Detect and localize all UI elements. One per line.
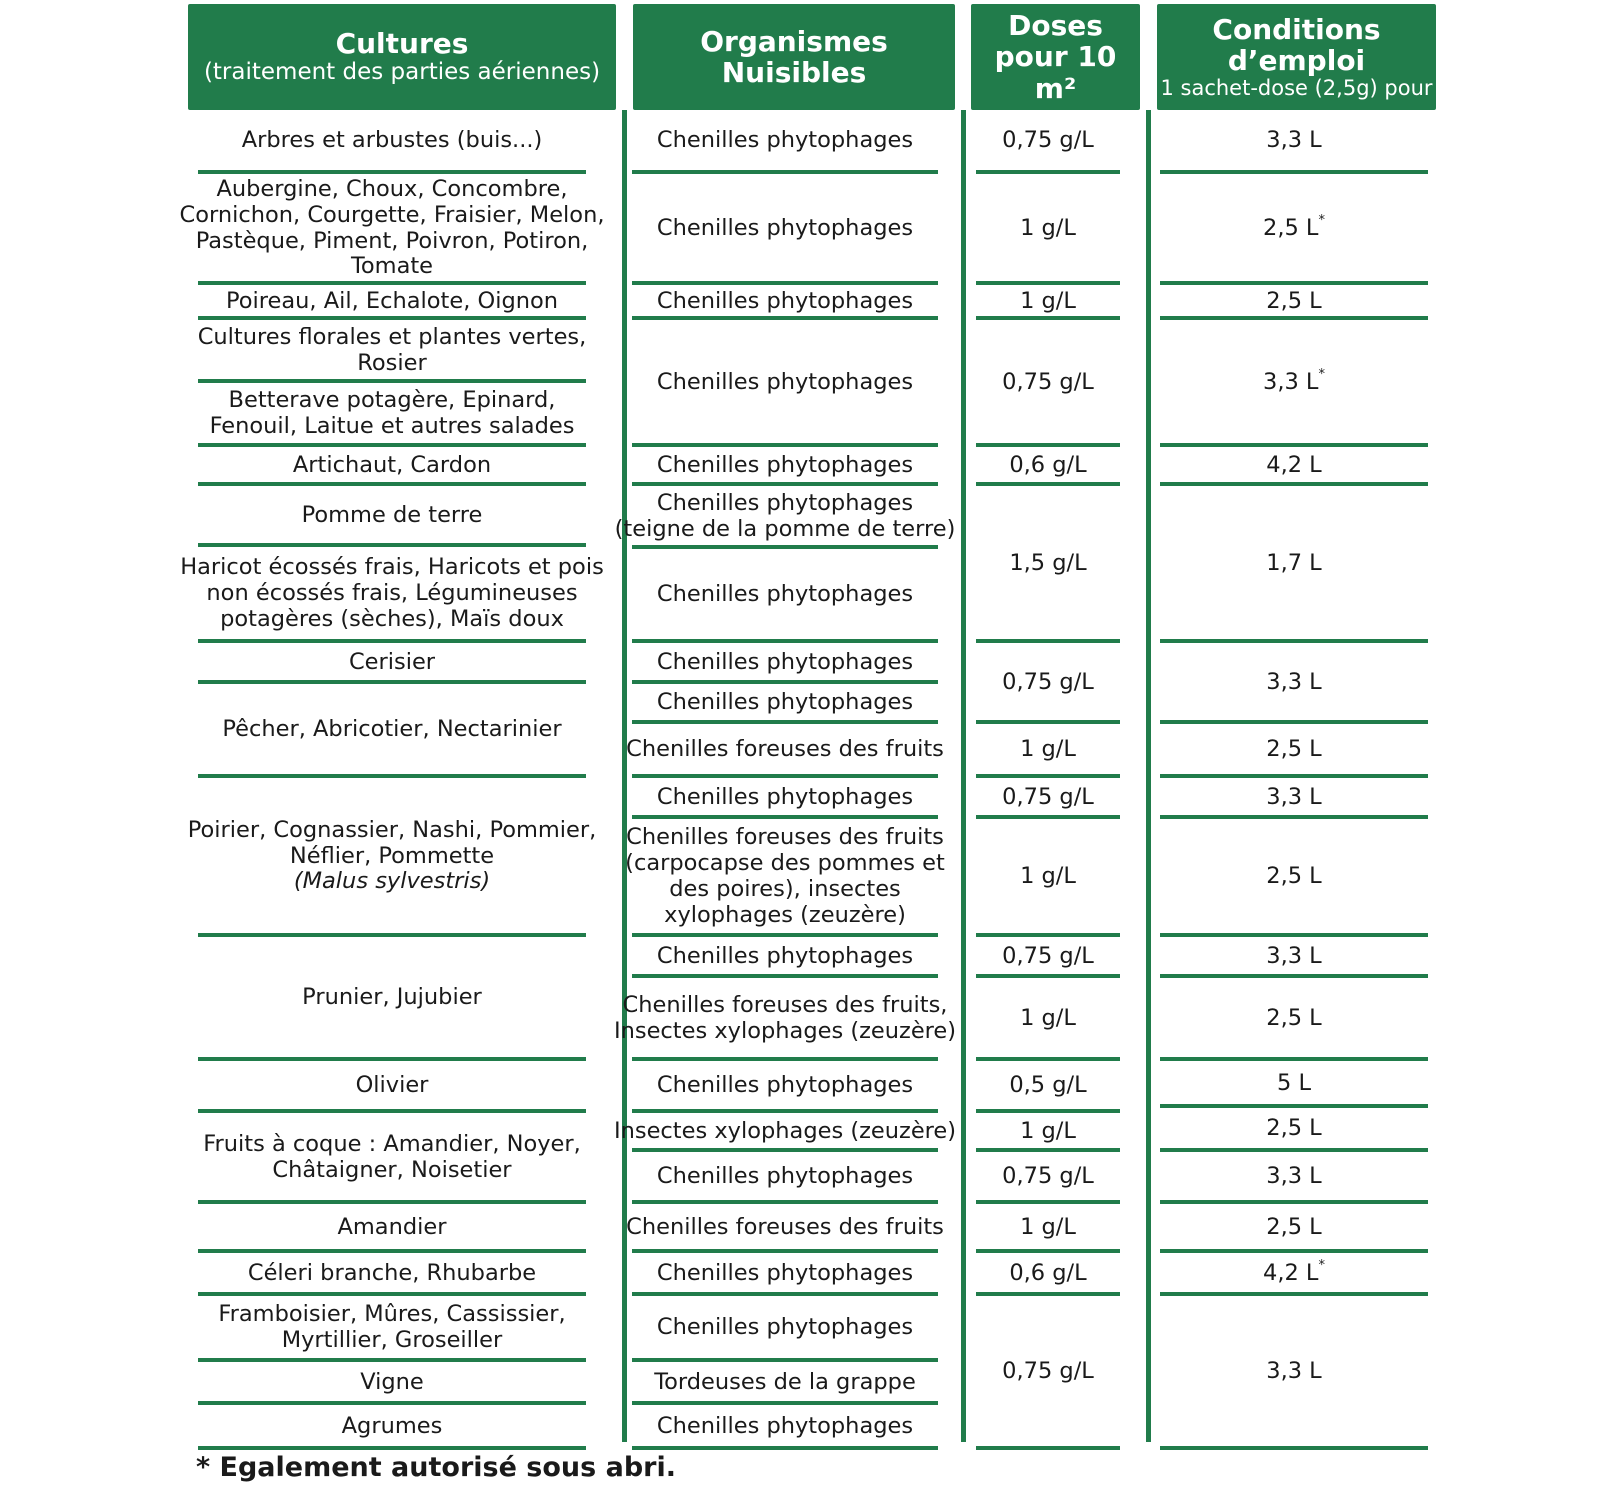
organismes-line: Chenilles phytophages [656, 1072, 914, 1099]
doses-value: 0,75 g/L [1002, 368, 1094, 395]
row-rule [976, 1292, 1120, 1296]
cultures-cell [198, 449, 586, 482]
conditions-value: 3,3 L [1266, 1358, 1322, 1385]
organismes-line: Chenilles phytophages [656, 214, 914, 241]
conditions-cell [1160, 1298, 1428, 1446]
cultures-cell [187, 780, 597, 933]
row-rule [198, 1292, 586, 1296]
row-rule [632, 1109, 938, 1113]
organismes-cell [614, 488, 956, 545]
row-rule [1160, 1057, 1428, 1061]
organismes-line: Chenilles phytophages [656, 287, 914, 314]
doses-cell [976, 1154, 1120, 1200]
conditions-cell [1160, 780, 1428, 815]
organismes-line: Chenilles phytophages [656, 942, 914, 969]
conditions-cell [1160, 176, 1428, 281]
conditions-cell [1160, 1154, 1428, 1200]
row-rule [198, 774, 586, 778]
cultures-line: Cerisier [348, 648, 436, 675]
row-rule [976, 639, 1120, 643]
conditions-cell [1160, 322, 1428, 443]
organismes-line: Chenilles phytophages [656, 451, 914, 478]
conditions-cell [1160, 488, 1428, 639]
row-rule [976, 933, 1120, 937]
row-rule [1160, 1104, 1428, 1108]
row-rule [976, 443, 1120, 447]
cultures-cell [198, 322, 586, 379]
row-rule [198, 1200, 586, 1204]
row-rule [632, 1148, 938, 1152]
organismes-cell [613, 980, 957, 1057]
cultures-line: non écossés frais, Légumineuses [206, 580, 578, 607]
row-rule [1160, 815, 1428, 819]
doses-value: 1 g/L [1020, 736, 1076, 763]
cultures-cell [198, 112, 586, 170]
doses-value: 0,75 g/L [1002, 783, 1094, 810]
row-rule [1160, 281, 1428, 285]
column-separator [622, 110, 627, 1442]
organismes-cell [632, 1154, 938, 1200]
row-rule [198, 1401, 586, 1405]
row-rule [1160, 316, 1428, 320]
asterisk-mark: * [1318, 367, 1325, 383]
cultures-cell [198, 1115, 586, 1200]
organismes-line: Chenilles foreuses des fruits [626, 1213, 944, 1240]
cultures-line: Céleri branche, Rhubarbe [247, 1259, 537, 1286]
header-conditions-subtitle: 1 sachet-dose (2,5g) pour [1160, 75, 1433, 100]
row-rule [632, 443, 938, 447]
conditions-cell [1160, 1063, 1428, 1104]
organismes-line: Tordeuses de la grappe [654, 1368, 916, 1395]
organismes-line: Chenilles phytophages [656, 648, 914, 675]
organismes-line: des poires), insectes [669, 876, 901, 902]
row-rule [198, 680, 586, 684]
row-rule [976, 1446, 1120, 1450]
doses-value: 0,6 g/L [1009, 451, 1087, 478]
conditions-cell [1160, 645, 1428, 720]
header-conditions-line1: Conditions [1212, 12, 1381, 46]
cultures-line: Artichaut, Cardon [292, 451, 492, 478]
cultures-line: Fruits à coque : Amandier, Noyer, [203, 1130, 581, 1157]
doses-cell [976, 980, 1120, 1057]
organismes-line: Chenilles phytophages [656, 783, 914, 810]
cultures-line: Châtaigner, Noisetier [272, 1156, 512, 1183]
conditions-value: 5 L [1276, 1069, 1311, 1096]
conditions-value: 2,5 L [1266, 1004, 1322, 1031]
row-rule [198, 1109, 586, 1113]
conditions-value: 3,3 L [1266, 127, 1322, 154]
row-rule [198, 933, 586, 937]
doses-value: 0,75 g/L [1002, 942, 1094, 969]
organismes-line: Chenilles phytophages [656, 1412, 914, 1439]
conditions-value: 2,5 L [1263, 214, 1319, 241]
cultures-cell [198, 385, 586, 443]
row-rule [198, 482, 586, 486]
cultures-line: Cornichon, Courgette, Fraisier, Melon, [179, 201, 605, 228]
conditions-cell [1160, 449, 1428, 482]
row-rule [976, 1148, 1120, 1152]
header-organismes-line1: Organismes [700, 24, 888, 58]
conditions-value: 2,5 L [1266, 736, 1322, 763]
doses-value: 0,6 g/L [1009, 1259, 1087, 1286]
organismes-cell [632, 1255, 938, 1292]
header-cultures-title: Cultures [335, 27, 469, 61]
conditions-cell [1160, 980, 1428, 1057]
cultures-line: Pêcher, Abricotier, Nectarinier [222, 716, 562, 743]
doses-value: 1 g/L [1020, 214, 1076, 241]
doses-cell [976, 1255, 1120, 1292]
organismes-line: Chenilles phytophages [656, 368, 914, 395]
asterisk-mark: * [1318, 213, 1325, 229]
conditions-cell [1160, 1255, 1428, 1292]
doses-cell [976, 1206, 1120, 1249]
row-rule [632, 1446, 938, 1450]
row-rule [1160, 639, 1428, 643]
row-rule [632, 482, 938, 486]
doses-value: 0,75 g/L [1002, 668, 1094, 695]
row-rule [976, 1200, 1120, 1204]
cultures-line: Agrumes [341, 1412, 443, 1439]
doses-value: 0,75 g/L [1002, 127, 1094, 154]
row-rule [976, 1249, 1120, 1253]
cultures-line: Tomate [350, 253, 434, 280]
row-rule [1160, 482, 1428, 486]
row-rule [198, 443, 586, 447]
row-rule [976, 774, 1120, 778]
cultures-line: Haricot écossés frais, Haricots et pois [180, 554, 604, 581]
row-rule [1160, 1200, 1428, 1204]
organismes-cell [632, 287, 938, 316]
cultures-line: Amandier [337, 1213, 447, 1240]
doses-cell [976, 1298, 1120, 1446]
row-rule [632, 774, 938, 778]
conditions-value: 1,7 L [1266, 549, 1322, 576]
conditions-cell [1160, 1110, 1428, 1148]
row-rule [976, 482, 1120, 486]
row-rule [632, 1249, 938, 1253]
row-rule [632, 1401, 938, 1405]
row-rule [632, 1292, 938, 1296]
cultures-cell [198, 1255, 586, 1292]
organismes-line: Chenilles foreuses des fruits [626, 824, 944, 851]
doses-value: 0,5 g/L [1009, 1072, 1087, 1099]
doses-cell [976, 488, 1120, 639]
organismes-cell [632, 1407, 938, 1446]
conditions-value: 2,5 L [1266, 287, 1322, 314]
header-organismes-line2: Nuisibles [721, 56, 867, 89]
organismes-line: (carpocapse des pommes et [625, 850, 945, 877]
row-rule [632, 1200, 938, 1204]
conditions-value: 3,3 L [1266, 668, 1322, 695]
row-rule [632, 639, 938, 643]
organismes-line: Chenilles foreuses des fruits [626, 736, 944, 763]
doses-cell [976, 821, 1120, 933]
row-rule [632, 680, 938, 684]
row-rule [632, 933, 938, 937]
organismes-cell [632, 551, 938, 639]
doses-value: 0,75 g/L [1002, 1163, 1094, 1190]
cultures-cell [198, 488, 586, 543]
header-cultures [188, 4, 616, 110]
conditions-value: 2,5 L [1266, 1213, 1322, 1240]
conditions-value: 3,3 L [1266, 783, 1322, 810]
organismes-cell [613, 1115, 957, 1148]
row-rule [632, 170, 938, 174]
organismes-cell [632, 686, 938, 720]
organismes-line: xylophages (zeuzère) [664, 901, 906, 928]
doses-value: 1 g/L [1020, 1213, 1076, 1240]
cultures-line: Pomme de terre [301, 501, 483, 528]
row-rule [632, 815, 938, 819]
conditions-cell [1160, 1206, 1428, 1249]
row-rule [632, 545, 938, 549]
scientific-name: (Malus sylvestris) [293, 868, 491, 895]
asterisk-mark: * [1318, 1258, 1325, 1274]
row-rule [632, 1057, 938, 1061]
conditions-value: 3,3 L [1266, 1163, 1322, 1190]
doses-value: 0,75 g/L [1002, 1358, 1094, 1385]
doses-cell [976, 322, 1120, 443]
row-rule [976, 316, 1120, 320]
conditions-cell [1160, 287, 1428, 316]
cultures-cell [198, 939, 586, 1057]
cultures-cell [198, 287, 586, 316]
organismes-line: Chenilles phytophages [656, 1314, 914, 1341]
header-organismes [633, 4, 955, 110]
organismes-cell [632, 939, 938, 974]
header-doses [971, 4, 1140, 110]
cultures-line: Rosier [357, 349, 427, 376]
doses-cell [976, 1063, 1120, 1109]
organismes-cell [625, 821, 945, 933]
doses-cell [976, 287, 1120, 316]
organismes-line: Insectes xylophages (zeuzère) [613, 1117, 957, 1144]
row-rule [1160, 1446, 1428, 1450]
cultures-line: Myrtillier, Groseiller [281, 1327, 503, 1353]
row-rule [632, 974, 938, 978]
cultures-cell [179, 175, 605, 281]
row-rule [976, 815, 1120, 819]
cultures-line: potagères (sèches), Maïs doux [220, 605, 564, 632]
row-rule [198, 170, 586, 174]
column-separator [961, 110, 966, 1442]
conditions-value: 4,2 L [1266, 451, 1322, 478]
conditions-value: 2,5 L [1266, 863, 1322, 890]
row-rule [632, 1358, 938, 1362]
organismes-line: Chenilles phytophages [656, 689, 914, 716]
cultures-cell [198, 1364, 586, 1401]
row-rule [1160, 720, 1428, 724]
cultures-cell [180, 549, 604, 639]
organismes-cell [632, 780, 938, 815]
cultures-cell [198, 645, 586, 680]
row-rule [198, 1057, 586, 1061]
doses-value: 1,5 g/L [1009, 549, 1087, 576]
cultures-line: Arbres et arbustes (buis...) [241, 127, 543, 154]
footnote: * Egalement autorisé sous abri. [196, 1452, 676, 1483]
organismes-line: Insectes xylophages (zeuzère) [613, 1017, 957, 1044]
row-rule [198, 281, 586, 285]
row-rule [976, 170, 1120, 174]
doses-cell [976, 780, 1120, 815]
conditions-cell [1160, 821, 1428, 933]
row-rule [632, 720, 938, 724]
row-rule [632, 281, 938, 285]
row-rule [1160, 443, 1428, 447]
conditions-value: 3,3 L [1263, 368, 1319, 395]
organismes-line: Chenilles phytophages [656, 127, 914, 154]
row-rule [198, 1446, 586, 1450]
row-rule [1160, 774, 1428, 778]
doses-cell [976, 112, 1120, 170]
cultures-line: Betterave potagère, Epinard, [228, 387, 556, 414]
doses-cell [976, 645, 1120, 720]
conditions-cell [1160, 726, 1428, 774]
organismes-cell [626, 1206, 944, 1249]
row-rule [1160, 1292, 1428, 1296]
doses-value: 1 g/L [1020, 1117, 1076, 1144]
organismes-line: Chenilles phytophages [656, 1163, 914, 1190]
header-doses-line1: Doses [1008, 8, 1103, 42]
cultures-line: Poirier, Cognassier, Nashi, Pommier, [187, 816, 597, 843]
row-rule [976, 281, 1120, 285]
row-rule [1160, 933, 1428, 937]
row-rule [198, 639, 586, 643]
cultures-line: Framboisier, Mûres, Cassissier, [218, 1301, 566, 1328]
row-rule [1160, 1249, 1428, 1253]
row-rule [976, 1057, 1120, 1061]
conditions-value: 4,2 L [1263, 1259, 1319, 1286]
cultures-line: Vigne [360, 1368, 424, 1395]
cultures-line: Pastèque, Piment, Poivron, Potiron, [195, 227, 589, 254]
cultures-line: Poireau, Ail, Echalote, Oignon [225, 287, 559, 314]
doses-cell [976, 726, 1120, 774]
organismes-cell [632, 112, 938, 170]
cultures-line: Néflier, Pommette [289, 842, 495, 869]
row-rule [198, 316, 586, 320]
header-conditions [1157, 4, 1436, 110]
doses-value: 1 g/L [1020, 1004, 1076, 1031]
doses-cell [976, 449, 1120, 482]
organismes-line: (teigne de la pomme de terre) [614, 515, 956, 542]
row-rule [976, 720, 1120, 724]
conditions-cell [1160, 112, 1428, 170]
cultures-line: Cultures florales et plantes vertes, [197, 323, 587, 350]
organismes-cell [632, 449, 938, 482]
row-rule [198, 543, 586, 547]
organismes-cell [632, 1298, 938, 1358]
cultures-cell [198, 1206, 586, 1249]
cultures-line: Aubergine, Choux, Concombre, [216, 175, 568, 202]
row-rule [1160, 1148, 1428, 1152]
organismes-cell [632, 645, 938, 680]
cultures-cell [198, 1407, 586, 1446]
column-separator [1146, 110, 1151, 1442]
row-rule [1160, 170, 1428, 174]
conditions-cell [1160, 939, 1428, 974]
header-cultures-subtitle: (traitement des parties aériennes) [203, 58, 601, 85]
row-rule [198, 1249, 586, 1253]
doses-value: 1 g/L [1020, 863, 1076, 890]
row-rule [976, 974, 1120, 978]
cultures-line: Fenouil, Laitue et autres salades [209, 413, 575, 439]
cultures-cell [198, 686, 586, 774]
conditions-value: 2,5 L [1266, 1115, 1322, 1142]
organismes-cell [632, 1364, 938, 1401]
doses-value: 1 g/L [1020, 287, 1076, 314]
cultures-line: Olivier [355, 1072, 429, 1099]
cultures-cell [198, 1063, 586, 1109]
conditions-value: 3,3 L [1266, 942, 1322, 969]
row-rule [632, 316, 938, 320]
doses-cell [976, 176, 1120, 281]
organismes-line: Chenilles foreuses des fruits, [622, 991, 948, 1018]
doses-cell [976, 939, 1120, 974]
cultures-line: Prunier, Jujubier [302, 984, 482, 1011]
row-rule [198, 379, 586, 383]
cultures-cell [198, 1298, 586, 1358]
row-rule [976, 1109, 1120, 1113]
row-rule [198, 1358, 586, 1362]
header-conditions-line2: d’emploi [1227, 44, 1366, 78]
header-doses-line2: pour 10 m² [994, 40, 1117, 105]
organismes-cell [632, 176, 938, 281]
organismes-cell [626, 726, 944, 774]
organismes-cell [632, 322, 938, 443]
organismes-line: Chenilles phytophages [656, 581, 914, 608]
row-rule [1160, 974, 1428, 978]
organismes-line: Chenilles phytophages [656, 1259, 914, 1286]
doses-cell [976, 1115, 1120, 1148]
organismes-cell [632, 1063, 938, 1109]
organismes-line: Chenilles phytophages [656, 489, 914, 516]
